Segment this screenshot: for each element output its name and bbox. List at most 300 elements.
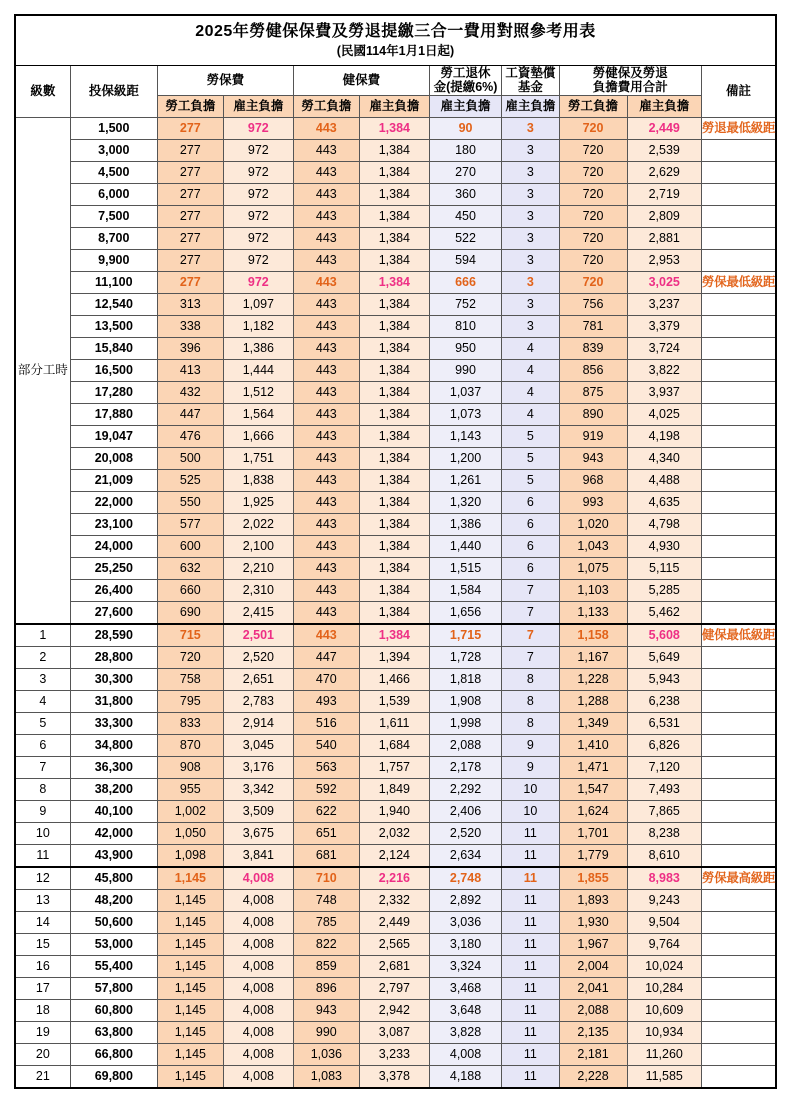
cell-total-employee: 720 bbox=[559, 249, 627, 271]
cell-wage-fund: 4 bbox=[502, 403, 559, 425]
cell-labor-employee: 447 bbox=[157, 403, 223, 425]
cell-labor-employer: 3,342 bbox=[223, 778, 293, 800]
cell-remark bbox=[701, 447, 776, 469]
cell-labor-employee: 955 bbox=[157, 778, 223, 800]
cell-health-employee: 592 bbox=[293, 778, 359, 800]
cell-pension-employer: 1,037 bbox=[429, 381, 501, 403]
cell-grade: 9 bbox=[15, 800, 70, 822]
cell-total-employer: 9,243 bbox=[627, 889, 701, 911]
cell-remark bbox=[701, 249, 776, 271]
cell-health-employee: 443 bbox=[293, 161, 359, 183]
cell-health-employee: 1,036 bbox=[293, 1043, 359, 1065]
cell-labor-employer: 2,210 bbox=[223, 557, 293, 579]
cell-remark: 健保最低級距 bbox=[701, 624, 776, 647]
table-row bbox=[15, 712, 776, 734]
cell-health-employee: 990 bbox=[293, 1021, 359, 1043]
cell-labor-employee: 277 bbox=[157, 249, 223, 271]
cell-labor-employee: 500 bbox=[157, 447, 223, 469]
cell-labor-employee: 1,145 bbox=[157, 889, 223, 911]
cell-total-employer: 6,238 bbox=[627, 690, 701, 712]
cell-total-employee: 720 bbox=[559, 161, 627, 183]
cell-labor-employer: 4,008 bbox=[223, 999, 293, 1021]
cell-total-employee: 968 bbox=[559, 469, 627, 491]
cell-bracket: 9,900 bbox=[70, 249, 157, 271]
cell-total-employee: 1,930 bbox=[559, 911, 627, 933]
cell-remark bbox=[701, 668, 776, 690]
cell-health-employee: 443 bbox=[293, 425, 359, 447]
cell-total-employer: 2,809 bbox=[627, 205, 701, 227]
cell-total-employee: 1,855 bbox=[559, 867, 627, 890]
cell-total-employee: 2,228 bbox=[559, 1065, 627, 1088]
cell-labor-employee: 277 bbox=[157, 227, 223, 249]
cell-bracket: 1,500 bbox=[70, 117, 157, 139]
cell-grade: 14 bbox=[15, 911, 70, 933]
cell-remark bbox=[701, 822, 776, 844]
cell-total-employer: 4,798 bbox=[627, 513, 701, 535]
cell-remark bbox=[701, 469, 776, 491]
cell-grade: 4 bbox=[15, 690, 70, 712]
cell-labor-employer: 1,564 bbox=[223, 403, 293, 425]
cell-labor-employer: 4,008 bbox=[223, 889, 293, 911]
cell-pension-employer: 752 bbox=[429, 293, 501, 315]
cell-wage-fund: 3 bbox=[502, 315, 559, 337]
cell-bracket: 60,800 bbox=[70, 999, 157, 1021]
cell-bracket: 17,280 bbox=[70, 381, 157, 403]
cell-total-employee: 1,893 bbox=[559, 889, 627, 911]
cell-health-employer: 2,032 bbox=[359, 822, 429, 844]
cell-wage-fund: 7 bbox=[502, 646, 559, 668]
cell-health-employee: 443 bbox=[293, 205, 359, 227]
cell-labor-employee: 476 bbox=[157, 425, 223, 447]
cell-health-employer: 1,384 bbox=[359, 624, 429, 647]
cell-bracket: 57,800 bbox=[70, 977, 157, 999]
cell-remark bbox=[701, 778, 776, 800]
cell-labor-employee: 833 bbox=[157, 712, 223, 734]
cell-bracket: 8,700 bbox=[70, 227, 157, 249]
cell-pension-employer: 594 bbox=[429, 249, 501, 271]
cell-total-employee: 1,158 bbox=[559, 624, 627, 647]
cell-labor-employer: 4,008 bbox=[223, 1021, 293, 1043]
cell-remark bbox=[701, 734, 776, 756]
cell-wage-fund: 11 bbox=[502, 1021, 559, 1043]
table-row bbox=[15, 183, 776, 205]
cell-grade: 1 bbox=[15, 624, 70, 647]
cell-total-employee: 1,103 bbox=[559, 579, 627, 601]
cell-health-employee: 822 bbox=[293, 933, 359, 955]
cell-labor-employee: 577 bbox=[157, 513, 223, 535]
cell-wage-fund: 3 bbox=[502, 271, 559, 293]
cell-health-employer: 1,384 bbox=[359, 227, 429, 249]
cell-pension-employer: 3,468 bbox=[429, 977, 501, 999]
cell-health-employer: 2,942 bbox=[359, 999, 429, 1021]
table-row bbox=[15, 293, 776, 315]
cell-labor-employee: 600 bbox=[157, 535, 223, 557]
cell-labor-employer: 1,386 bbox=[223, 337, 293, 359]
cell-health-employer: 1,384 bbox=[359, 249, 429, 271]
cell-total-employee: 1,288 bbox=[559, 690, 627, 712]
cell-labor-employer: 1,838 bbox=[223, 469, 293, 491]
cell-total-employer: 6,826 bbox=[627, 734, 701, 756]
cell-health-employer: 1,384 bbox=[359, 183, 429, 205]
cell-grade: 13 bbox=[15, 889, 70, 911]
cell-labor-employer: 2,783 bbox=[223, 690, 293, 712]
cell-labor-employee: 1,145 bbox=[157, 1065, 223, 1088]
cell-pension-employer: 4,188 bbox=[429, 1065, 501, 1088]
header-labor-pension-line1: 勞工退休 bbox=[440, 65, 491, 80]
cell-labor-employer: 3,841 bbox=[223, 844, 293, 867]
cell-remark bbox=[701, 955, 776, 977]
cell-bracket: 69,800 bbox=[70, 1065, 157, 1088]
cell-grade: 21 bbox=[15, 1065, 70, 1088]
table-row bbox=[15, 822, 776, 844]
table-row bbox=[15, 889, 776, 911]
cell-health-employer: 1,384 bbox=[359, 425, 429, 447]
table-row bbox=[15, 1021, 776, 1043]
cell-remark bbox=[701, 601, 776, 624]
cell-pension-employer: 270 bbox=[429, 161, 501, 183]
cell-labor-employer: 1,751 bbox=[223, 447, 293, 469]
cell-health-employer: 1,757 bbox=[359, 756, 429, 778]
cell-health-employer: 1,684 bbox=[359, 734, 429, 756]
cell-wage-fund: 3 bbox=[502, 161, 559, 183]
cell-total-employee: 720 bbox=[559, 227, 627, 249]
cell-labor-employer: 3,045 bbox=[223, 734, 293, 756]
cell-grade: 6 bbox=[15, 734, 70, 756]
cell-labor-employee: 338 bbox=[157, 315, 223, 337]
cell-remark bbox=[701, 800, 776, 822]
cell-total-employee: 720 bbox=[559, 205, 627, 227]
cell-bracket: 27,600 bbox=[70, 601, 157, 624]
cell-labor-employer: 2,520 bbox=[223, 646, 293, 668]
cell-remark bbox=[701, 690, 776, 712]
cell-bracket: 21,009 bbox=[70, 469, 157, 491]
cell-wage-fund: 3 bbox=[502, 205, 559, 227]
cell-pension-employer: 90 bbox=[429, 117, 501, 139]
header-total-employee: 勞工負擔 bbox=[559, 95, 627, 117]
cell-bracket: 66,800 bbox=[70, 1043, 157, 1065]
cell-wage-fund: 9 bbox=[502, 734, 559, 756]
header-pension-employer: 雇主負擔 bbox=[429, 95, 501, 117]
cell-labor-employee: 550 bbox=[157, 491, 223, 513]
cell-labor-employee: 1,145 bbox=[157, 933, 223, 955]
cell-total-employee: 756 bbox=[559, 293, 627, 315]
cell-health-employer: 1,384 bbox=[359, 139, 429, 161]
cell-pension-employer: 666 bbox=[429, 271, 501, 293]
cell-labor-employee: 1,145 bbox=[157, 999, 223, 1021]
cell-health-employee: 516 bbox=[293, 712, 359, 734]
cell-pension-employer: 1,908 bbox=[429, 690, 501, 712]
table-row bbox=[15, 955, 776, 977]
cell-bracket: 23,100 bbox=[70, 513, 157, 535]
table-row bbox=[15, 977, 776, 999]
cell-total-employer: 4,340 bbox=[627, 447, 701, 469]
side-label-part-time: 部分工時 bbox=[15, 117, 70, 624]
cell-total-employee: 943 bbox=[559, 447, 627, 469]
cell-total-employee: 919 bbox=[559, 425, 627, 447]
cell-labor-employee: 525 bbox=[157, 469, 223, 491]
cell-total-employer: 7,120 bbox=[627, 756, 701, 778]
cell-health-employer: 3,233 bbox=[359, 1043, 429, 1065]
cell-labor-employer: 2,501 bbox=[223, 624, 293, 647]
cell-total-employer: 7,865 bbox=[627, 800, 701, 822]
cell-remark bbox=[701, 579, 776, 601]
cell-total-employer: 5,943 bbox=[627, 668, 701, 690]
cell-remark bbox=[701, 977, 776, 999]
cell-health-employer: 1,394 bbox=[359, 646, 429, 668]
table-row bbox=[15, 734, 776, 756]
cell-wage-fund: 8 bbox=[502, 690, 559, 712]
cell-bracket: 6,000 bbox=[70, 183, 157, 205]
cell-health-employee: 563 bbox=[293, 756, 359, 778]
header-total-employer: 雇主負擔 bbox=[627, 95, 701, 117]
cell-total-employer: 2,449 bbox=[627, 117, 701, 139]
cell-total-employee: 890 bbox=[559, 403, 627, 425]
cell-bracket: 53,000 bbox=[70, 933, 157, 955]
cell-total-employee: 1,228 bbox=[559, 668, 627, 690]
cell-grade: 16 bbox=[15, 955, 70, 977]
cell-wage-fund: 11 bbox=[502, 1065, 559, 1088]
cell-health-employer: 3,087 bbox=[359, 1021, 429, 1043]
cell-bracket: 31,800 bbox=[70, 690, 157, 712]
cell-labor-employee: 1,145 bbox=[157, 955, 223, 977]
cell-pension-employer: 450 bbox=[429, 205, 501, 227]
header-wage-fund bbox=[502, 65, 559, 95]
cell-total-employer: 3,237 bbox=[627, 293, 701, 315]
cell-health-employee: 443 bbox=[293, 557, 359, 579]
cell-wage-fund: 11 bbox=[502, 1043, 559, 1065]
cell-health-employee: 443 bbox=[293, 579, 359, 601]
cell-bracket: 17,880 bbox=[70, 403, 157, 425]
cell-total-employee: 1,349 bbox=[559, 712, 627, 734]
cell-grade: 7 bbox=[15, 756, 70, 778]
cell-labor-employer: 2,651 bbox=[223, 668, 293, 690]
cell-pension-employer: 1,818 bbox=[429, 668, 501, 690]
cell-health-employer: 1,384 bbox=[359, 513, 429, 535]
table-row bbox=[15, 557, 776, 579]
cell-wage-fund: 11 bbox=[502, 977, 559, 999]
cell-total-employee: 875 bbox=[559, 381, 627, 403]
cell-labor-employee: 277 bbox=[157, 117, 223, 139]
cell-labor-employer: 2,310 bbox=[223, 579, 293, 601]
cell-bracket: 15,840 bbox=[70, 337, 157, 359]
cell-remark bbox=[701, 315, 776, 337]
cell-labor-employee: 396 bbox=[157, 337, 223, 359]
cell-health-employer: 1,384 bbox=[359, 161, 429, 183]
table-title bbox=[15, 15, 776, 65]
cell-health-employer: 1,384 bbox=[359, 403, 429, 425]
cell-bracket: 42,000 bbox=[70, 822, 157, 844]
cell-health-employee: 443 bbox=[293, 403, 359, 425]
cell-remark bbox=[701, 337, 776, 359]
cell-pension-employer: 522 bbox=[429, 227, 501, 249]
cell-health-employee: 651 bbox=[293, 822, 359, 844]
cell-wage-fund: 11 bbox=[502, 911, 559, 933]
cell-labor-employer: 972 bbox=[223, 271, 293, 293]
cell-total-employee: 2,088 bbox=[559, 999, 627, 1021]
cell-labor-employer: 1,444 bbox=[223, 359, 293, 381]
cell-pension-employer: 4,008 bbox=[429, 1043, 501, 1065]
cell-labor-employee: 870 bbox=[157, 734, 223, 756]
cell-total-employer: 2,629 bbox=[627, 161, 701, 183]
cell-total-employer: 11,585 bbox=[627, 1065, 701, 1088]
cell-remark bbox=[701, 513, 776, 535]
cell-bracket: 43,900 bbox=[70, 844, 157, 867]
cell-pension-employer: 1,515 bbox=[429, 557, 501, 579]
cell-pension-employer: 990 bbox=[429, 359, 501, 381]
cell-wage-fund: 10 bbox=[502, 778, 559, 800]
cell-labor-employee: 277 bbox=[157, 205, 223, 227]
cell-health-employer: 1,384 bbox=[359, 579, 429, 601]
table-row bbox=[15, 1043, 776, 1065]
cell-bracket: 36,300 bbox=[70, 756, 157, 778]
cell-labor-employer: 972 bbox=[223, 183, 293, 205]
cell-total-employee: 1,967 bbox=[559, 933, 627, 955]
cell-pension-employer: 2,634 bbox=[429, 844, 501, 867]
cell-labor-employer: 1,097 bbox=[223, 293, 293, 315]
cell-bracket: 3,000 bbox=[70, 139, 157, 161]
cell-pension-employer: 2,520 bbox=[429, 822, 501, 844]
cell-bracket: 11,100 bbox=[70, 271, 157, 293]
header-li-employer: 雇主負擔 bbox=[223, 95, 293, 117]
cell-total-employer: 11,260 bbox=[627, 1043, 701, 1065]
table-row bbox=[15, 911, 776, 933]
cell-labor-employer: 2,415 bbox=[223, 601, 293, 624]
cell-health-employee: 443 bbox=[293, 513, 359, 535]
cell-pension-employer: 1,200 bbox=[429, 447, 501, 469]
cell-health-employer: 1,384 bbox=[359, 117, 429, 139]
cell-wage-fund: 7 bbox=[502, 624, 559, 647]
cell-bracket: 33,300 bbox=[70, 712, 157, 734]
cell-total-employer: 3,379 bbox=[627, 315, 701, 337]
cell-health-employee: 443 bbox=[293, 601, 359, 624]
cell-total-employee: 839 bbox=[559, 337, 627, 359]
cell-total-employee: 720 bbox=[559, 271, 627, 293]
cell-grade: 19 bbox=[15, 1021, 70, 1043]
table-row bbox=[15, 139, 776, 161]
cell-labor-employer: 3,176 bbox=[223, 756, 293, 778]
cell-health-employer: 2,216 bbox=[359, 867, 429, 890]
cell-labor-employer: 1,666 bbox=[223, 425, 293, 447]
cell-pension-employer: 2,292 bbox=[429, 778, 501, 800]
cell-labor-employer: 1,182 bbox=[223, 315, 293, 337]
cell-total-employee: 2,135 bbox=[559, 1021, 627, 1043]
header-total-line2: 負擔費用合計 bbox=[592, 80, 668, 95]
cell-pension-employer: 1,143 bbox=[429, 425, 501, 447]
cell-pension-employer: 360 bbox=[429, 183, 501, 205]
cell-wage-fund: 9 bbox=[502, 756, 559, 778]
table-row bbox=[15, 646, 776, 668]
cell-labor-employer: 4,008 bbox=[223, 955, 293, 977]
cell-total-employee: 1,133 bbox=[559, 601, 627, 624]
cell-health-employee: 443 bbox=[293, 183, 359, 205]
cell-remark bbox=[701, 844, 776, 867]
cell-health-employee: 443 bbox=[293, 535, 359, 557]
cell-labor-employee: 908 bbox=[157, 756, 223, 778]
cell-labor-employee: 1,145 bbox=[157, 867, 223, 890]
cell-labor-employer: 972 bbox=[223, 117, 293, 139]
cell-pension-employer: 2,178 bbox=[429, 756, 501, 778]
header-wage-fund-line2: 基金 bbox=[517, 80, 543, 95]
cell-bracket: 50,600 bbox=[70, 911, 157, 933]
header-grade: 級數 bbox=[15, 65, 70, 117]
cell-pension-employer: 3,828 bbox=[429, 1021, 501, 1043]
table-row bbox=[15, 999, 776, 1021]
cell-bracket: 38,200 bbox=[70, 778, 157, 800]
cell-pension-employer: 3,180 bbox=[429, 933, 501, 955]
cell-total-employee: 2,004 bbox=[559, 955, 627, 977]
cell-total-employee: 720 bbox=[559, 117, 627, 139]
cell-total-employer: 2,539 bbox=[627, 139, 701, 161]
cell-remark bbox=[701, 205, 776, 227]
cell-pension-employer: 2,748 bbox=[429, 867, 501, 890]
cell-bracket: 48,200 bbox=[70, 889, 157, 911]
cell-health-employee: 493 bbox=[293, 690, 359, 712]
cell-total-employer: 4,635 bbox=[627, 491, 701, 513]
table-row bbox=[15, 778, 776, 800]
cell-bracket: 30,300 bbox=[70, 668, 157, 690]
cell-health-employee: 443 bbox=[293, 381, 359, 403]
cell-labor-employee: 720 bbox=[157, 646, 223, 668]
table-row bbox=[15, 337, 776, 359]
cell-remark bbox=[701, 911, 776, 933]
cell-remark: 勞保最高級距 bbox=[701, 867, 776, 890]
cell-labor-employee: 660 bbox=[157, 579, 223, 601]
cell-health-employee: 443 bbox=[293, 139, 359, 161]
cell-total-employee: 720 bbox=[559, 139, 627, 161]
cell-wage-fund: 3 bbox=[502, 139, 559, 161]
cell-health-employee: 443 bbox=[293, 491, 359, 513]
header-health-insurance: 健保費 bbox=[293, 65, 429, 95]
cell-health-employer: 1,849 bbox=[359, 778, 429, 800]
cell-pension-employer: 1,715 bbox=[429, 624, 501, 647]
cell-labor-employee: 277 bbox=[157, 161, 223, 183]
table-row bbox=[15, 624, 776, 647]
cell-health-employee: 443 bbox=[293, 117, 359, 139]
cell-labor-employer: 1,925 bbox=[223, 491, 293, 513]
cell-remark bbox=[701, 359, 776, 381]
cell-health-employer: 1,384 bbox=[359, 601, 429, 624]
cell-wage-fund: 3 bbox=[502, 183, 559, 205]
cell-total-employee: 2,041 bbox=[559, 977, 627, 999]
cell-total-employer: 10,609 bbox=[627, 999, 701, 1021]
table-row bbox=[15, 933, 776, 955]
cell-grade: 18 bbox=[15, 999, 70, 1021]
cell-total-employee: 1,624 bbox=[559, 800, 627, 822]
table-row bbox=[15, 227, 776, 249]
table-row bbox=[15, 359, 776, 381]
header-remark: 備註 bbox=[701, 65, 776, 117]
table-row bbox=[15, 535, 776, 557]
cell-total-employee: 1,471 bbox=[559, 756, 627, 778]
cell-remark bbox=[701, 183, 776, 205]
cell-wage-fund: 11 bbox=[502, 933, 559, 955]
table-row bbox=[15, 205, 776, 227]
cell-bracket: 25,250 bbox=[70, 557, 157, 579]
header-li-employee: 勞工負擔 bbox=[157, 95, 223, 117]
cell-labor-employer: 2,022 bbox=[223, 513, 293, 535]
cell-health-employee: 859 bbox=[293, 955, 359, 977]
cell-total-employer: 6,531 bbox=[627, 712, 701, 734]
cell-wage-fund: 6 bbox=[502, 557, 559, 579]
cell-remark bbox=[701, 1065, 776, 1088]
cell-health-employee: 681 bbox=[293, 844, 359, 867]
cell-health-employer: 1,940 bbox=[359, 800, 429, 822]
cell-health-employer: 1,384 bbox=[359, 205, 429, 227]
cell-health-employee: 540 bbox=[293, 734, 359, 756]
cell-remark bbox=[701, 889, 776, 911]
cell-total-employer: 5,285 bbox=[627, 579, 701, 601]
table-row bbox=[15, 491, 776, 513]
